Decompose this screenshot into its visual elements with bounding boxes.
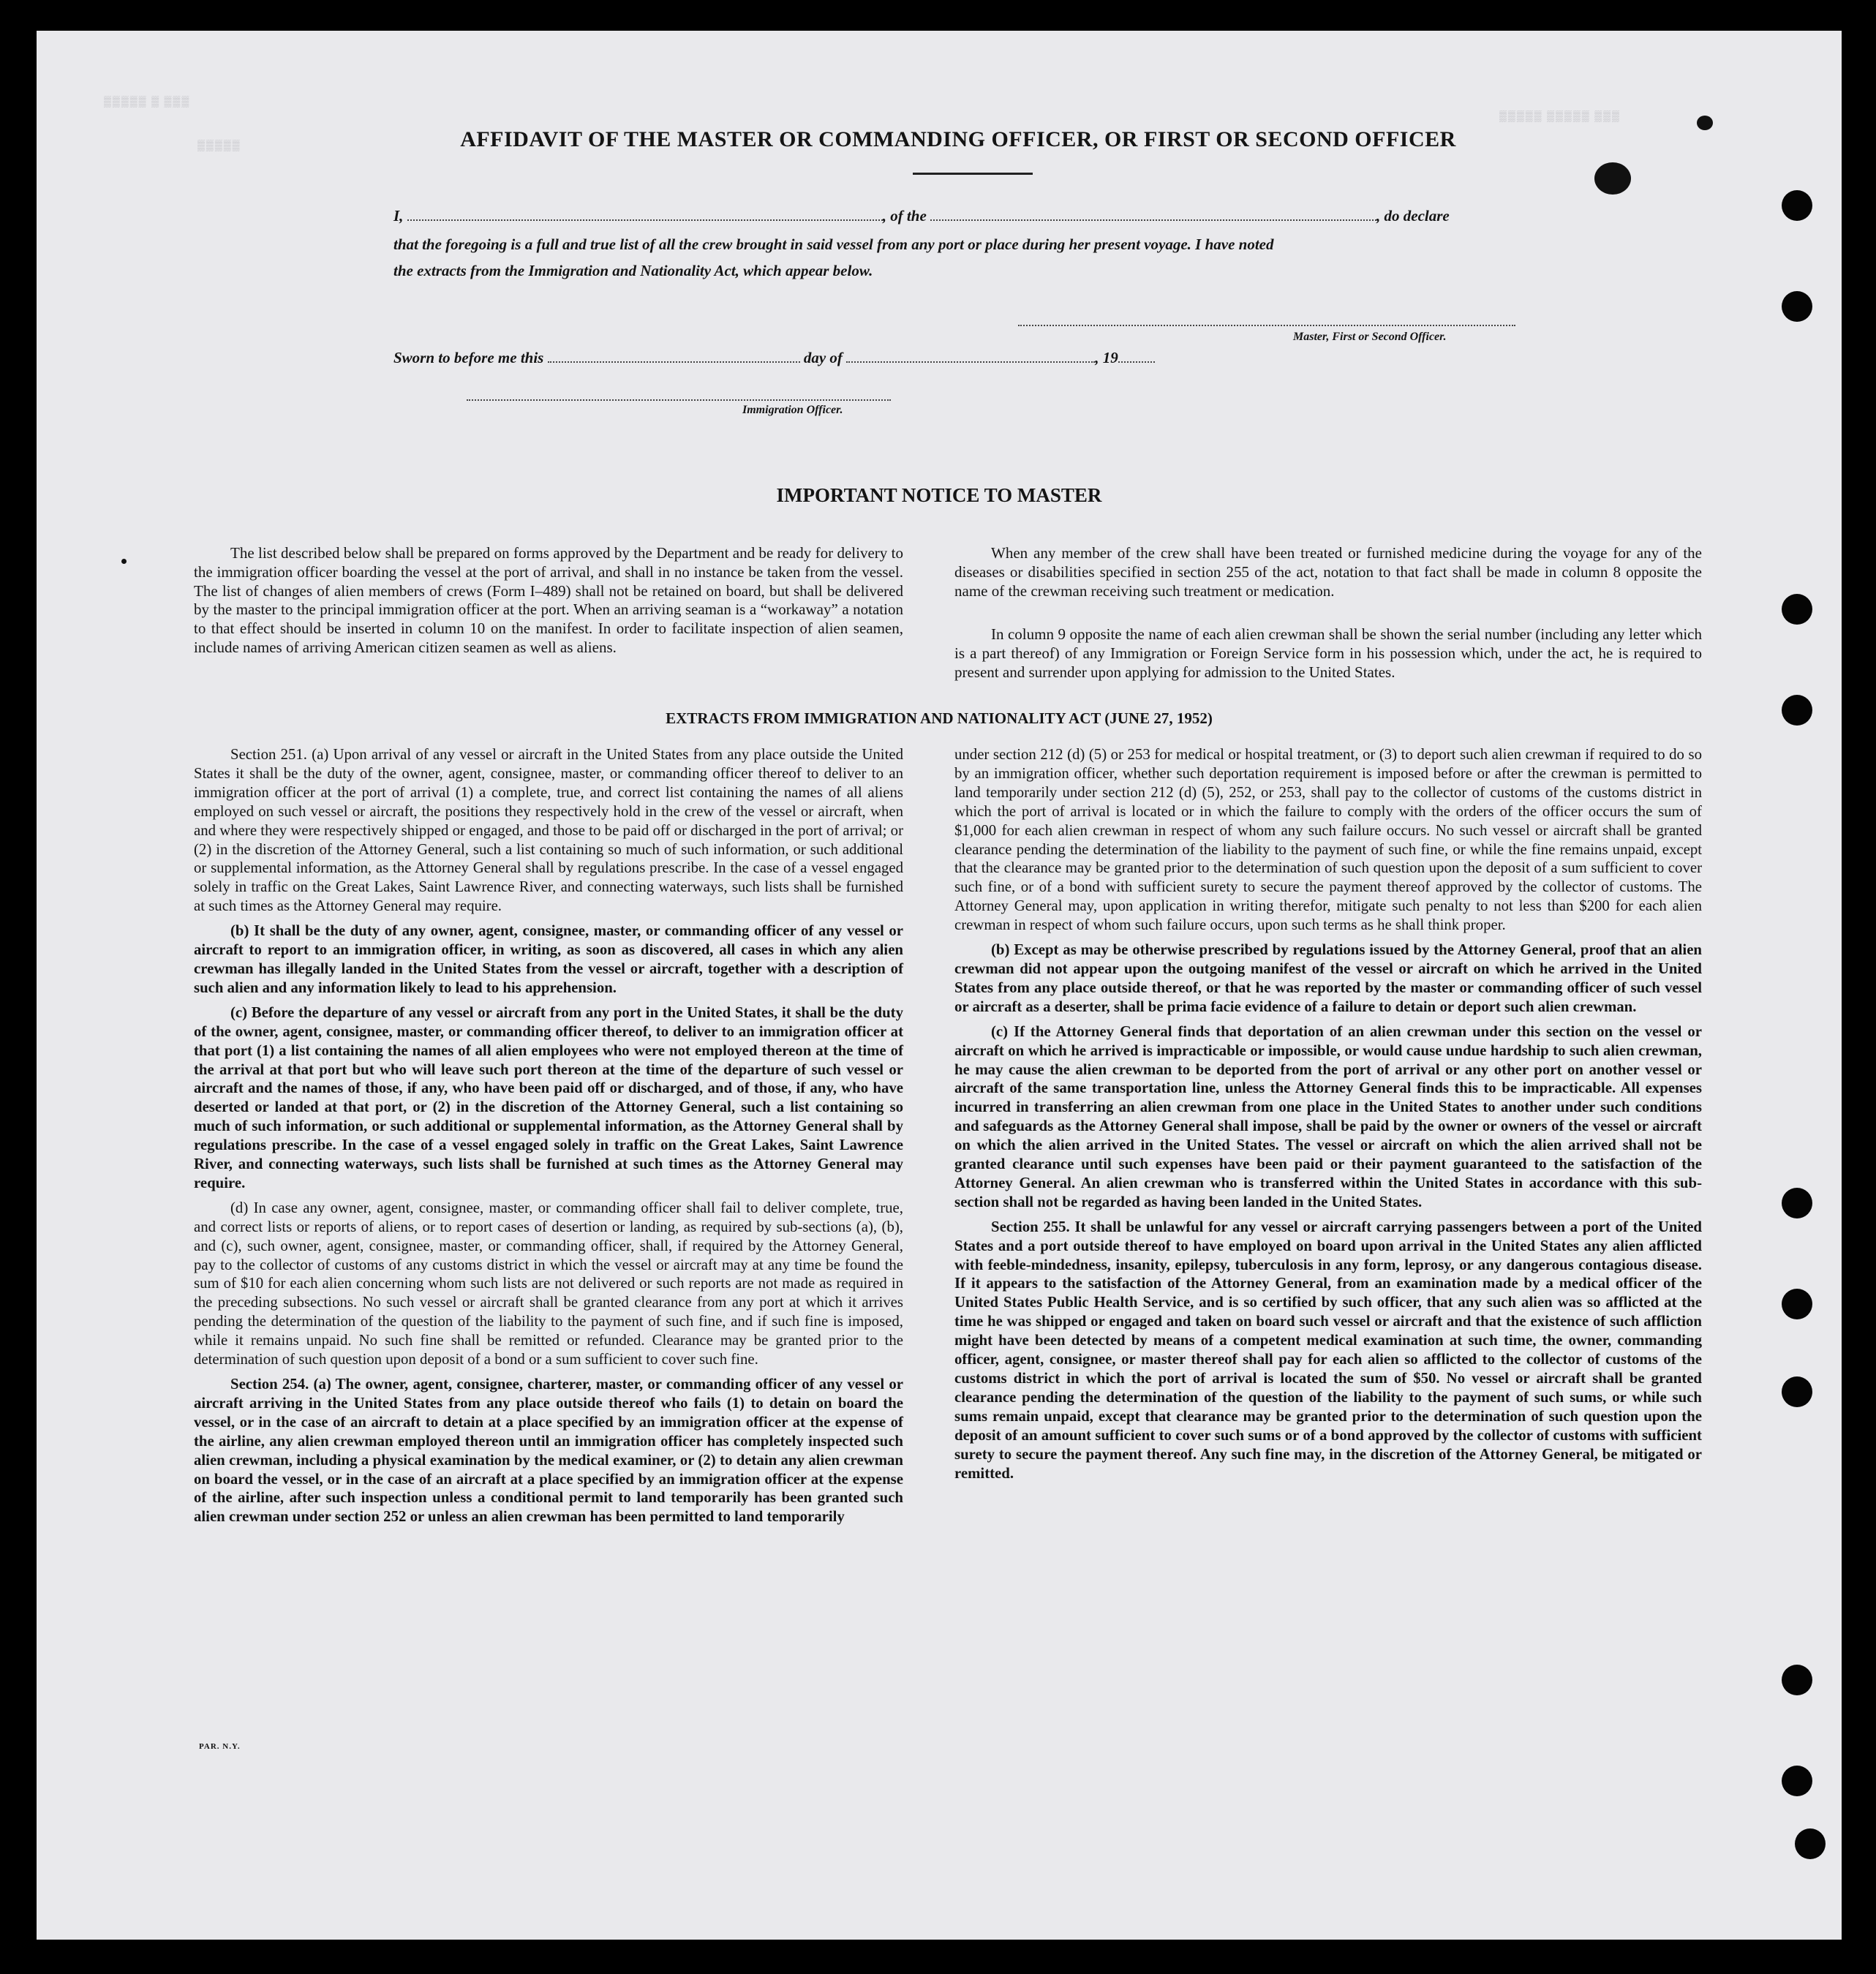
punch-hole <box>1795 1828 1826 1859</box>
sworn-label: Sworn to before me this <box>393 349 544 366</box>
declaration-line-1 <box>393 206 1556 225</box>
extracts-left-column <box>194 745 903 1532</box>
month-blank <box>846 348 1095 363</box>
notice-left-paragraph: The list described below shall be prepared on forms approved by the Department and be ready for delivery to the immigration officer boarding the vessel at the port of arrival, and shall in no instance be taken from the vessel. The list of changes of alien members of crews (Form I–489) shall not be retained on board, but shall be delivered by the master to the principal immigration officer at the port. When an arriving seaman is a “workaway” a notation to that effect should be inserted in column 10 on the manifest. In order to facilitate inspection of alien seamen, include names of arriving American citizen seamen as well as aliens. <box>194 544 903 656</box>
ink-blot <box>1697 116 1713 130</box>
declaration-line-3: the extracts from the Immigration and Nationality Act, which appear below. <box>393 262 873 279</box>
section-251d: (d) In case any owner, agent, consignee, master, or commanding officer shall fail to deliver complete, true, and correct lists or reports of aliens, or to report cases of desertion or landing, as required by sub-sections (a), (b), and (c), such owner, agent, consignee, master, or commanding officer, shall, if required by the Attorney General, pay to the collector of customs of any customs district in which the vessel or aircraft may at any time be found the sum of $10 for each alien concerning whom such lists are not delivered or such reports are not made as required in the preceding subsections. No such vessel or aircraft shall be granted clearance from any port at which it arrives pending the determination of the question of the liability to the payment of such fine, and if such fine is imposed, while it remains unpaid. No such fine shall be remitted or refunded. Clearance may be granted prior to the determination of such question upon deposit of a bond or a sum sufficient to cover such fine. <box>194 1199 903 1368</box>
notice-right-paragraph-1: When any member of the crew shall have been treated or furnished medicine during the voyage for any of the diseases or disabilities specified in section 255 of the act, notation to that fact shall be made in column 8 opposite the name of the crewman receiving such treatment or medication. <box>954 544 1702 600</box>
sworn-date-blank <box>548 348 800 363</box>
section-254b: (b) Except as may be otherwise prescribed by regulations issued by the Attorney General, proof that an alien crewman did not appear upon the outgoing manifest of the vessel or aircraft on which he arrived in the United States from any place outside thereof, or that he was reported by the master or commanding officer of such vessel or aircraft as a deserter, shall be prima facie evidence of a failure to detain or deport such alien crewman. <box>954 941 1702 1015</box>
section-254a-continued: under section 212 (d) (5) or 253 for medical or hospital treatment, or (3) to deport such alien crewman if required to do so by an immigration officer, whether such deportation requirement is imposed before or after the crewman is permitted to land temporarily under section 212 (d) (5), 252, or 253, shall pay to the collector of customs of the customs district in which the port of arrival is located or in which the failure to comply with the orders of the officer occurs the sum of $1,000 for each alien crewman in respect of whom any such failure occurs. No such vessel or aircraft shall be granted clearance pending the determination of the liability to the payment of such fine, or while the fine remains unpaid, except that the clearance may be granted prior to the determination of such question upon the deposit of a sum sufficient to cover such fine, or of a bond with sufficient surety to secure the payment thereof approved by the collector of customs. The Attorney General may, upon application in writing therefor, mitigate such penalty to not less than $200 for each alien crewman in respect of whom such failure occurs, upon such terms as he shall think proper. <box>954 746 1702 934</box>
punch-hole <box>1782 695 1812 726</box>
ink-speck <box>121 559 127 564</box>
vessel-blank <box>930 206 1376 221</box>
section-254a: Section 254. (a) The owner, agent, consignee, charterer, master, or commanding officer of any vessel or aircraft arriving in the United States from any place outside thereof who fails (1) to detain on board the vessel, or in the case of an aircraft to detain at a place specified by an immigration officer at the expense of the airline, any alien crewman employed thereon until an immigration officer has completely inspected such alien crewman, including a physical examination by the medical examiner, or (2) to detain any alien crewman on board the vessel, or in the case of an aircraft at a place specified by an immigration officer at the expense of the airline, after such inspection unless a conditional permit to land temporarily has been granted such alien crewman under section 252 or unless an alien crewman has been permitted to land temporarily <box>194 1376 903 1526</box>
punch-hole <box>1782 1665 1812 1695</box>
section-255: Section 255. It shall be unlawful for any vessel or aircraft carrying passengers between a port of the United States and a port outside thereof to have employed on board upon arrival in the United States any alien afflicted with feeble-mindedness, insanity, epilepsy, tuberculosis in any form, leprosy, or any dangerous contagious disease. If it appears to the satisfaction of the Attorney General, from an examination made by a medical officer of the United States Public Health Service, and is so certified by such officer, that any such alien was so afflicted at the time he was shipped or engaged and taken on board such vessel or aircraft and that the existence of such affliction might have been detected by means of a competent medical examination at such time, the owner, commanding officer, agent, consignee, or master thereof shall pay for each alien so afflicted to the collector of customs of the customs district in which the port of arrival is located the sum of $50. No vessel or aircraft shall be granted clearance pending the determination of the question of the liability to the payment of such sums, or while such sums remain unpaid, except that clearance may be granted prior to the determination of such question upon the deposit of an amount sufficient to cover such sums or of a bond approved by the collector of customs with sufficient surety to secure the payment thereof. Any such fine may, in the discretion of the Attorney General, be mitigated or remitted. <box>954 1218 1702 1482</box>
officer-caption: Immigration Officer. <box>742 404 843 416</box>
title-divider <box>913 173 1033 175</box>
extracts-title: EXTRACTS FROM IMMIGRATION AND NATIONALITY ACT (JUNE 27, 1952) <box>666 709 1213 727</box>
name-blank <box>407 206 883 221</box>
declaration-line-2: that the foregoing is a full and true list of all the crew brought in said vessel from any port or place during her present voyage. I have noted <box>393 236 1274 253</box>
i-label: I, <box>393 207 404 225</box>
punch-hole <box>1782 594 1812 625</box>
of-the-label: , of the <box>882 207 927 225</box>
punch-hole <box>1782 291 1812 322</box>
extracts-right-column <box>954 745 1702 1488</box>
year-blank <box>1118 348 1155 363</box>
bleed-through-text: ▒▒▒▒▒ <box>197 140 241 151</box>
day-of-label: day of <box>803 349 843 366</box>
punch-hole <box>1782 1289 1812 1319</box>
ink-blot <box>1594 162 1631 195</box>
affidavit-title: AFFIDAVIT OF THE MASTER OR COMMANDING OFFICER, OR FIRST OR SECOND OFFICER <box>460 127 1456 151</box>
notice-title: IMPORTANT NOTICE TO MASTER <box>776 484 1102 506</box>
master-caption: Master, First or Second Officer. <box>1293 331 1447 343</box>
section-251b: (b) It shall be the duty of any owner, agent, consignee, master, or commanding officer of any vessel or aircraft to report to an immigration officer, in writing, as soon as discovered, all cases in which any alien crewman has illegally landed in the United States from the vessel or aircraft, together with a description of such alien and any information likely to lead to his apprehension. <box>194 922 903 996</box>
section-251a: Section 251. (a) Upon arrival of any vessel or aircraft in the United States from any place outside the United States it shall be the duty of the owner, agent, consignee, master, or commanding officer thereof to deliver to an immigration officer at the port of arrival (1) a complete, true, and correct list containing the names of all aliens employed on such vessel or aircraft, the positions they respectively hold in the crew of the vessel or aircraft, when and where they were respectively shipped or engaged, and those to be paid off or discharged in the port of arrival; or (2) in the discretion of the Attorney General, such a list containing so much of such information, or such additional or supplemental information, as the Attorney General shall by regulations prescribe. In the case of a vessel engaged solely in traffic on the Great Lakes, Saint Lawrence River, and connecting waterways, such lists shall be furnished at such times as the Attorney General may require. <box>194 746 903 915</box>
punch-hole <box>1782 1188 1812 1218</box>
bleed-through-text: ▒▒▒▒▒ ▒▒▒▒▒ ▒▒▒ <box>1499 111 1621 122</box>
notice-right-paragraph-2: In column 9 opposite the name of each alien crewman shall be shown the serial number (including any letter which is a part thereof) of any Immigration or Foreign Service form in his possession which, under the act, he is required to present and surrender upon applying for admission to the United States. <box>954 625 1702 681</box>
master-signature-line <box>1018 325 1515 326</box>
do-declare-label: , do declare <box>1376 207 1450 225</box>
section-251c: (c) Before the departure of any vessel or aircraft from any port in the United States, it shall be the duty of the owner, agent, consignee, master, or commanding officer thereof, to deliver to an immigration officer at that port (1) a list containing the names of all alien employees who were not employed thereon at the time of the arrival at that port but who will leave such port thereon at the time of the departure of such vessel or aircraft and the names of those, if any, who have been paid off or discharged, and of those, if any, who have deserted or landed at that port, or (2) in the discretion of the Attorney General, such a list containing so much of such information, or such additional or supplemental information, as the Attorney General shall by regulations prescribe. In the case of a vessel engaged solely in traffic on the Great Lakes, Saint Lawrence River, and connecting waterways, such lists shall be furnished at such times as the Attorney General may require. <box>194 1003 903 1191</box>
punch-hole <box>1782 190 1812 221</box>
sworn-line <box>393 348 1308 367</box>
printer-mark: PAR. N.Y. <box>199 1742 241 1751</box>
officer-signature-line <box>467 399 891 401</box>
form-page <box>37 31 1842 1940</box>
bleed-through-text: ▒▒▒▒▒ ▒ ▒▒▒ <box>104 97 191 108</box>
punch-hole <box>1782 1766 1812 1796</box>
year-prefix: , 19 <box>1095 349 1118 366</box>
section-254c: (c) If the Attorney General finds that deportation of an alien crewman under this section on the vessel or aircraft on which he arrived is impracticable or impossible, or would cause undue hardship to such alien crewman, he may cause the alien crewman to be deported from the port of arrival or any other port on another vessel or aircraft of the same transportation line, unless the Attorney General finds this to be impracticable. All expenses incurred in transferring an alien crewman from one place in the United States to another under such conditions and safeguards as the Attorney General shall impose, shall be paid by the owner or owners of the vessel or aircraft on which the alien arrived in the United States. The vessel or aircraft on which the alien arrived shall not be granted clearance until such expenses have been paid or their payment guaranteed to the satisfaction of the Attorney General. An alien crewman who is transferred within the United States in accordance with this sub-section shall not be regarded as having been landed in the United States. <box>954 1022 1702 1210</box>
punch-hole <box>1782 1376 1812 1407</box>
